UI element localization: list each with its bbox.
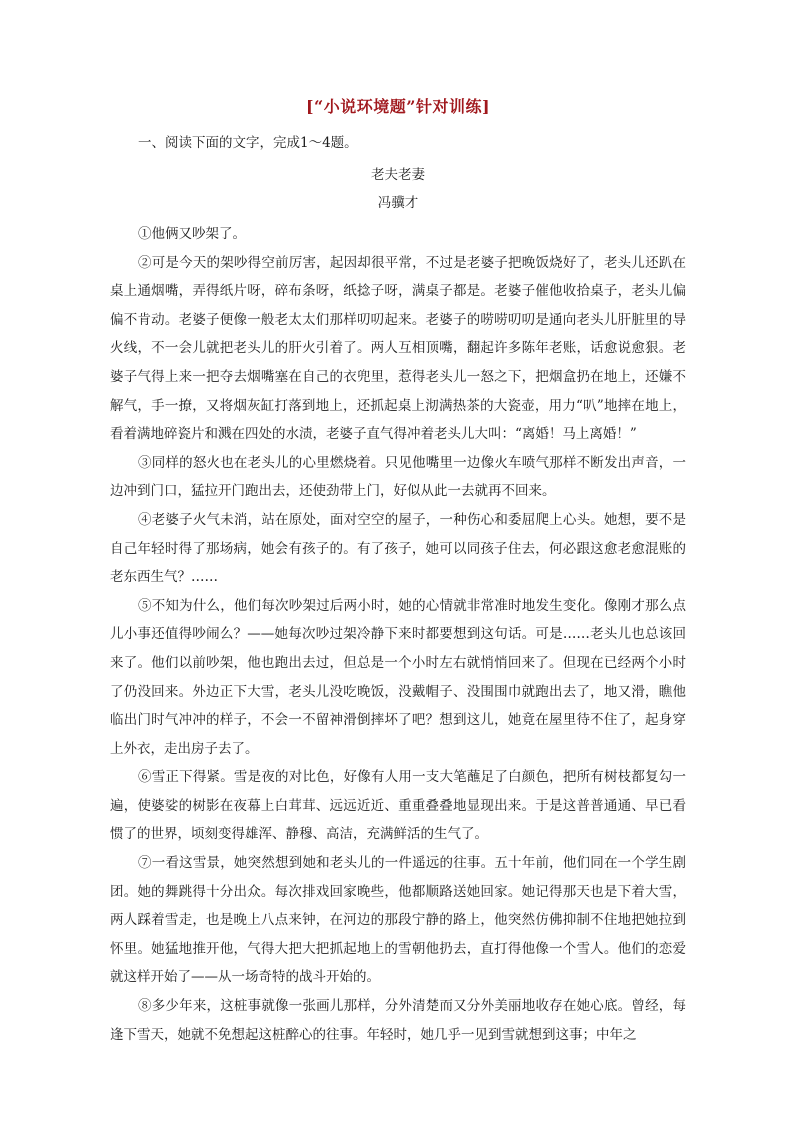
paragraph-2: ②可是今天的架吵得空前厉害，起因却很平常，不过是老婆子把晚饭烧好了，老头儿还趴在桌上通烟嘴，弄得纸片呀，碎布条呀，纸捻子呀，满桌子都是。老婆子催他收拾桌子，老头儿偏偏不肯动。老婆子便像一般老太太们那样叨叨起来。老婆子的唠唠叨叨是通向老头儿肝脏里的导火线，不一会儿就把老头儿的肝火引着了。两人互相顶嘴，翻起许多陈年老账，话愈说愈狠。老婆子气得上来一把夺去烟嘴塞在自己的衣兜里，惹得老头儿一怒之下，把烟盒扔在地上，还嫌不解气，手一撩，又将烟灰缸打落到地上，还抓起桌上沏满热茶的大瓷壶，用力“叭”地摔在地上，看着满地碎瓷片和溅在四处的水渍，老婆子直气得冲着老头儿大叫：“离婚！马上离婚！” [110, 254, 686, 443]
paragraph-4: ④老婆子火气未消，站在原处，面对空空的屋子，一种伤心和委屈爬上心头。她想，要不是自己年轻时得了那场病，她会有孩子的。有了孩子，她可以同孩子住去，何必跟这愈老愈混账的老东西生气？…… [110, 511, 686, 586]
exercise-instruction: 一、阅读下面的文字，完成1～4题。 [138, 135, 358, 151]
paragraph-7: ⑦一看这雪景，她突然想到她和老头儿的一件遥远的往事。五十年前，他们同在一个学生剧团。她的舞跳得十分出众。每次排戏回家晚些，他都顺路送她回家。她记得那天也是下着大雪，两人踩着雪走，也是晚上八点来钟，在河边的那段宁静的路上，他突然仿佛抑制不住地把她拉到怀里。她猛地推开他，气得大把大把抓起地上的雪朝他扔去，直打得他像一个雪人。他们的恋爱就这样开始了——从一场奇特的战斗开始的。 [110, 855, 686, 986]
paragraph-6: ⑥雪正下得紧。雪是夜的对比色，好像有人用一支大笔蘸足了白颜色，把所有树枝都复勾一遍，使婆娑的树影在夜幕上白茸茸、远远近近、重重叠叠地显现出来。于是这普普通通、早已看惯了的世界，顷刻变得雄浑、静穆、高洁，充满鲜活的生气了。 [110, 769, 686, 843]
paragraph-1: ①他俩又吵架了。 [138, 226, 246, 242]
section-heading: [“小说环境题”针对训练] [305, 97, 491, 116]
paragraph-5: ⑤不知为什么，他们每次吵架过后两小时，她的心情就非常准时地发生变化。像刚才那么点儿小事还值得吵闹么？——她每次吵过架冷静下来时都要想到这句话。可是……老头儿也总该回来了。他们以前吵架，他也跑出去过，但总是一个小时左右就悄悄回来了。但现在已经两个小时了仍没回来。外边正下大雪，老头儿没吃晚饭，没戴帽子、没围围巾就跑出去了，地又滑，瞧他临出门时气冲冲的样子，不会一不留神滑倒摔坏了吧？想到这儿，她竟在屋里待不住了，起身穿上外衣，走出房子去了。 [110, 597, 686, 757]
paragraph-3: ③同样的怒火也在老头儿的心里燃烧着。只见他嘴里一边像火车喷气那样不断发出声音，一边冲到门口，猛拉开门跑出去，还使劲带上门，好似从此一去就再不回来。 [110, 454, 686, 500]
story-author: 冯骥才 [377, 195, 419, 211]
story-title: 老夫老妻 [371, 167, 425, 183]
document-page [110, 96, 686, 1049]
paragraph-8: ⑧多少年来，这桩事就像一张画儿那样，分外清楚而又分外美丽地收存在她心底。曾经，每逢下雪天，她就不免想起这桩醉心的往事。年轻时，她几乎一见到雪就想到这事；中年之 [110, 998, 686, 1043]
